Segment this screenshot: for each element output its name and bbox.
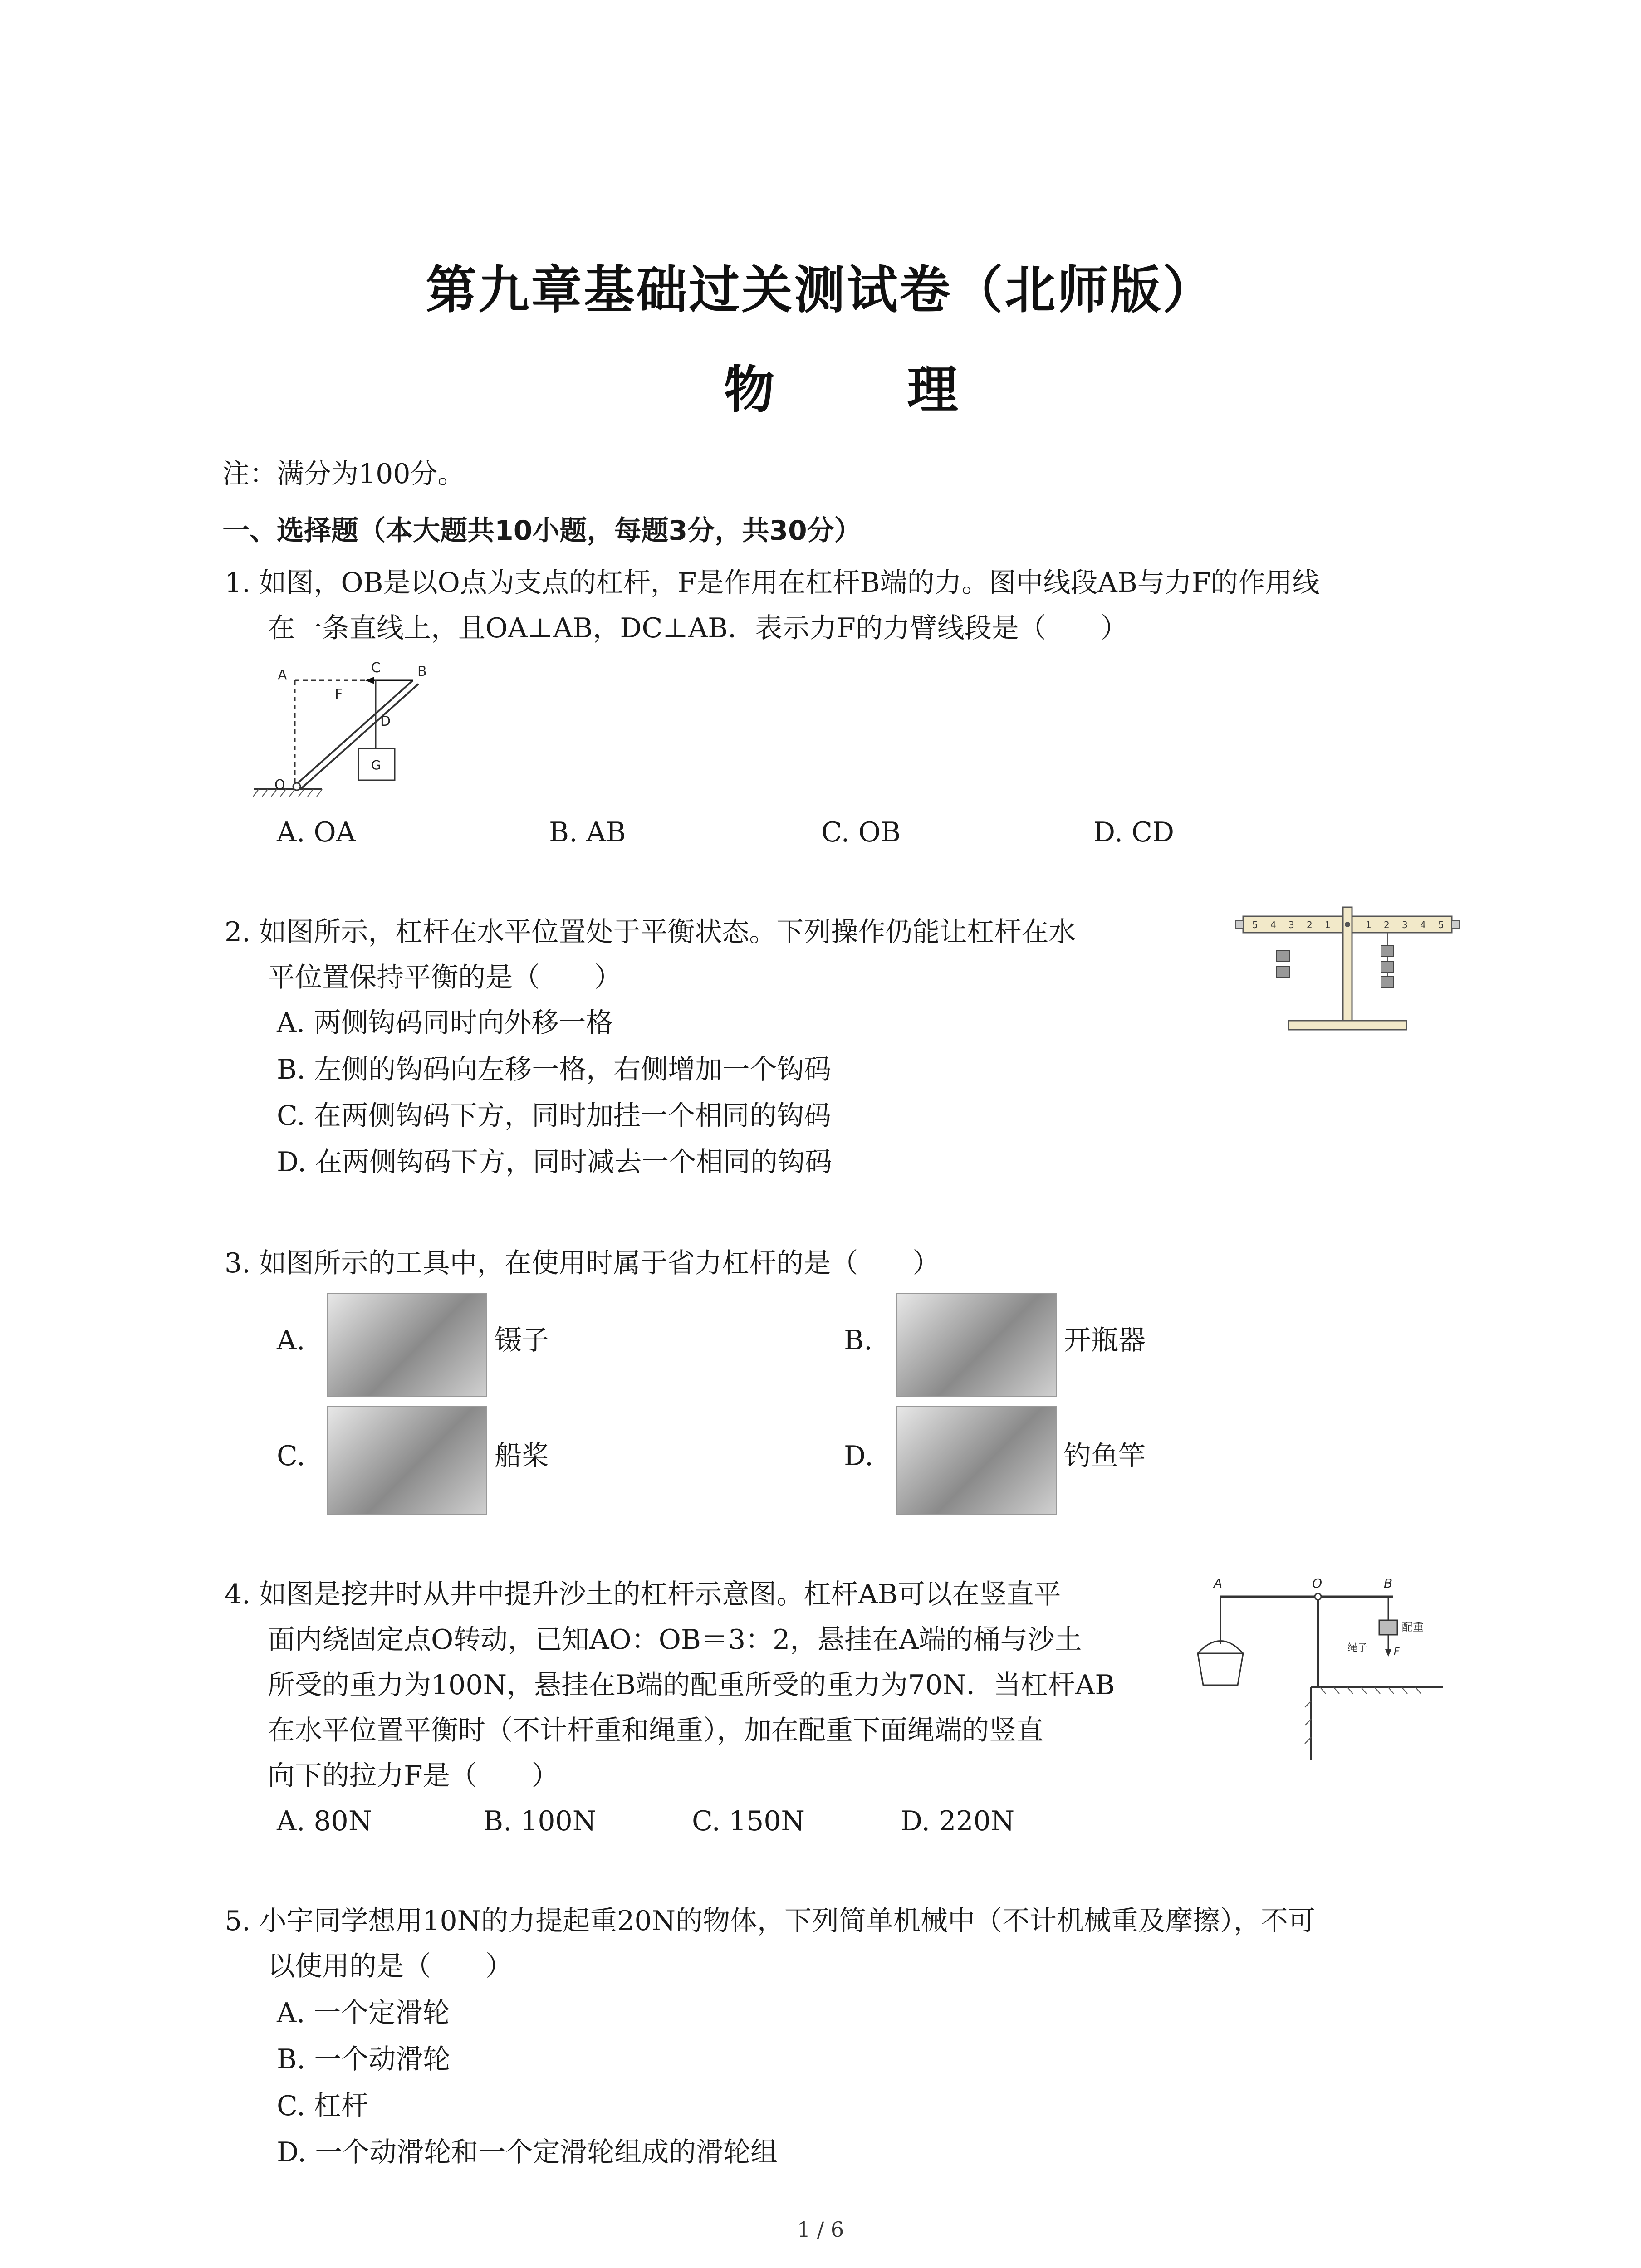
q4-label-f: F bbox=[1394, 1646, 1400, 1657]
q4-well-lever-diagram bbox=[1189, 1569, 1443, 1760]
oar-photo bbox=[327, 1406, 487, 1515]
q4-label-weight: 配重 bbox=[1402, 1621, 1424, 1633]
q4-option-c: C. 150N bbox=[692, 1805, 805, 1837]
q1-option-d: D. CD bbox=[1093, 816, 1175, 848]
q2-scale-r1: 1 bbox=[1366, 919, 1372, 930]
q4-option-d: D. 220N bbox=[901, 1805, 1015, 1837]
page-title: 第九章基础过关测试卷（北师版） bbox=[426, 261, 1215, 320]
fishing-rod-photo bbox=[896, 1406, 1057, 1515]
q4-line1: 4. 如图是挖井时从井中提升沙土的杠杆示意图。杠杆AB可以在竖直平 bbox=[225, 1579, 1061, 1610]
q2-scale-r4: 4 bbox=[1420, 919, 1426, 930]
q1-option-c: C. OB bbox=[821, 816, 901, 848]
subject-title: 物 理 bbox=[724, 361, 999, 420]
q1-label-c: C bbox=[371, 660, 381, 676]
q2-option-c: C. 在两侧钩码下方，同时加挂一个相同的钩码 bbox=[277, 1100, 831, 1132]
q2-option-b: B. 左侧的钩码向左移一格，右侧增加一个钩码 bbox=[277, 1054, 832, 1085]
q2-scale-l3: 3 bbox=[1288, 919, 1294, 930]
score-note: 注：满分为100分。 bbox=[222, 458, 465, 490]
q2-lever-balance-diagram bbox=[1234, 900, 1461, 1036]
q4-line3: 所受的重力为100N，悬挂在B端的配重所受的重力为70N．当杠杆AB bbox=[268, 1669, 1115, 1701]
q1-lever-diagram bbox=[250, 658, 454, 803]
q3-line1: 3. 如图所示的工具中，在使用时属于省力杠杆的是（ ） bbox=[225, 1247, 940, 1279]
q3-option-b-label: 开瓶器 bbox=[1064, 1325, 1146, 1356]
q2-option-d: D. 在两侧钩码下方，同时减去一个相同的钩码 bbox=[277, 1146, 833, 1178]
q1-line2: 在一条直线上，且OA⊥AB，DC⊥AB．表示力F的力臂线段是（ ） bbox=[268, 612, 1128, 644]
q5-option-c: C. 杠杆 bbox=[277, 2090, 368, 2122]
q1-option-b: B. AB bbox=[549, 816, 626, 848]
q3-option-a-label: 镊子 bbox=[495, 1325, 549, 1356]
q4-option-a: A. 80N bbox=[277, 1805, 372, 1837]
q4-label-o: O bbox=[1312, 1576, 1323, 1591]
section-heading: 一、选择题（本大题共10小题，每题3分，共30分） bbox=[222, 515, 862, 547]
q1-label-f: F bbox=[335, 686, 343, 702]
q4-label-b: B bbox=[1384, 1576, 1393, 1591]
q1-line1: 1. 如图，OB是以O点为支点的杠杆，F是作用在杠杆B端的力。图中线段AB与力F的作用线 bbox=[225, 567, 1320, 599]
q2-line1: 2. 如图所示，杠杆在水平位置处于平衡状态。下列操作仍能让杠杆在水 bbox=[225, 916, 1076, 948]
q2-line2: 平位置保持平衡的是（ ） bbox=[268, 962, 622, 993]
q1-label-d: D bbox=[380, 714, 391, 729]
q3-option-c-label: 船桨 bbox=[495, 1440, 549, 1472]
q4-line4: 在水平位置平衡时（不计杆重和绳重），加在配重下面绳端的竖直 bbox=[268, 1715, 1043, 1746]
q2-scale-l4: 4 bbox=[1270, 919, 1276, 930]
q1-option-a: A. OA bbox=[277, 816, 356, 848]
q4-line2: 面内绕固定点O转动，已知AO：OB＝3：2，悬挂在A端的桶与沙土 bbox=[268, 1624, 1082, 1656]
bottle-opener-photo bbox=[896, 1293, 1057, 1397]
q2-scale-r2: 2 bbox=[1384, 919, 1390, 930]
q1-label-a: A bbox=[278, 667, 287, 683]
q3-option-d-label: 钓鱼竿 bbox=[1064, 1440, 1146, 1472]
page-number: 1 / 6 bbox=[797, 2217, 844, 2242]
q2-scale-r5: 5 bbox=[1438, 919, 1444, 930]
q5-line1: 5. 小宇同学想用10N的力提起重20N的物体，下列简单机械中（不计机械重及摩擦），不可 bbox=[225, 1905, 1316, 1937]
q3-option-c-letter: C. bbox=[277, 1440, 305, 1472]
q3-option-b-letter: B. bbox=[844, 1325, 873, 1356]
q2-option-a: A. 两侧钩码同时向外移一格 bbox=[277, 1007, 613, 1039]
q4-label-a: A bbox=[1214, 1576, 1223, 1591]
q1-label-b: B bbox=[417, 664, 427, 679]
q5-line2: 以使用的是（ ） bbox=[268, 1950, 513, 1982]
q4-line5: 向下的拉力F是（ ） bbox=[268, 1760, 559, 1792]
q2-scale-l1: 1 bbox=[1325, 919, 1331, 930]
q3-option-a-letter: A. bbox=[277, 1325, 305, 1356]
q3-option-d-letter: D. bbox=[844, 1440, 874, 1472]
q1-label-g: G bbox=[371, 758, 381, 772]
q2-scale-l2: 2 bbox=[1307, 919, 1313, 930]
q4-option-b: B. 100N bbox=[483, 1805, 597, 1837]
q1-label-o: O bbox=[274, 777, 285, 793]
q2-scale-r3: 3 bbox=[1402, 919, 1408, 930]
q5-option-b: B. 一个动滑轮 bbox=[277, 2043, 451, 2075]
tweezers-photo bbox=[327, 1293, 487, 1397]
q2-scale-l5: 5 bbox=[1252, 919, 1258, 930]
q5-option-a: A. 一个定滑轮 bbox=[277, 1997, 450, 2029]
q5-option-d: D. 一个动滑轮和一个定滑轮组成的滑轮组 bbox=[277, 2136, 778, 2168]
q4-label-rope: 绳子 bbox=[1347, 1642, 1368, 1654]
